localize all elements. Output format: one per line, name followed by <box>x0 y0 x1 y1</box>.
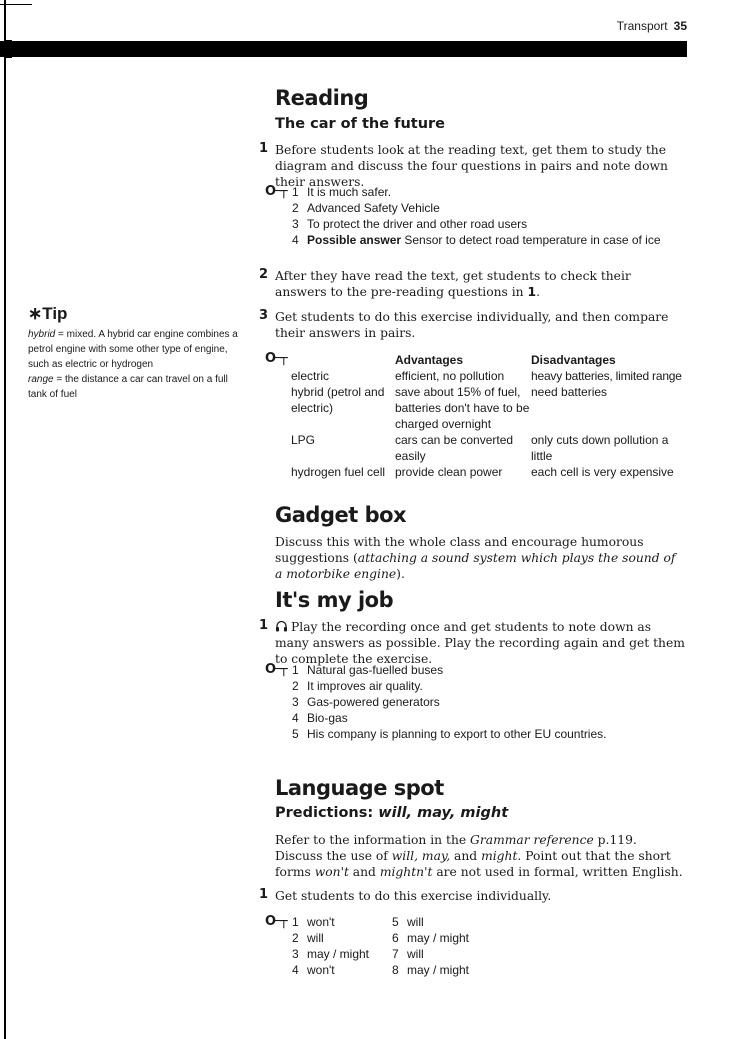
table-cell: hydrogen fuel cell <box>291 465 386 479</box>
list-item: 3 may / might <box>292 947 370 961</box>
step-number: 1 <box>259 618 269 633</box>
list-item: 5 will <box>392 915 424 929</box>
list-item: 6 may / might <box>392 931 470 945</box>
list-item: 2 It improves air quality. <box>292 679 423 693</box>
gadget-text: Discuss this with the whole class and encourage humorous suggestions (attaching a sound system which plays the sound of a motorbike engine). <box>275 535 676 581</box>
margin-rule <box>4 0 6 1039</box>
list-item: 1 It is much safer. <box>292 185 392 199</box>
list-item: 2 Advanced Safety Vehicle <box>292 201 440 215</box>
table-cell: hybrid (petrol and electric) <box>291 385 385 415</box>
list-item: 3 To protect the driver and other road users <box>292 217 528 231</box>
answer-list <box>292 914 392 978</box>
answer-list <box>292 662 692 742</box>
table-cell: each cell is very expensive <box>531 465 674 479</box>
reading-heading: Reading <box>275 86 369 110</box>
answer-key-icon: O─┬ <box>265 184 286 199</box>
header-bar <box>0 41 687 57</box>
headphones-icon <box>275 620 288 632</box>
table-row <box>291 464 682 480</box>
reading-step-3: Get students to do this exercise individually, and then compare their answers in pairs. <box>275 310 669 340</box>
column-header: Advantages <box>395 353 464 367</box>
list-item: 4 Possible answer Sensor to detect road temperature in case of ice <box>292 233 661 247</box>
list-item: 4 won't <box>292 963 335 977</box>
table-cell: electric <box>291 369 330 383</box>
table-cell: only cuts down pollution a little <box>531 433 669 463</box>
job-step-1: Play the recording once and get students to note down as many answers as possible. Play the recording again and get them to complete the exercise. <box>275 620 685 666</box>
language-heading: Language spot <box>275 776 444 800</box>
reading-step-1: Before students look at the reading text, get them to study the diagram and discuss the four questions in pairs and note down their answers. <box>275 143 668 189</box>
step-number: 3 <box>259 308 269 323</box>
table-cell: heavy batteries, limited range <box>531 369 682 383</box>
running-header <box>617 19 687 33</box>
reading-subheading: The car of the future <box>275 116 445 132</box>
language-intro: Refer to the information in the Grammar reference p.119. Discuss the use of will, may, and might. Point out that the short forms won't and mightn't are not used in formal, written English. <box>275 833 683 879</box>
tip-body: hybrid = mixed. A hybrid car engine combines a petrol engine with some other type of engine, such as electric or hydrogen range = the distance a car can travel on a full tank of fuel <box>28 329 238 400</box>
list-item: 1 won't <box>292 915 335 929</box>
table-row <box>291 368 682 384</box>
step-number: 1 <box>259 887 269 902</box>
tip-title: ∗Tip <box>28 304 68 323</box>
section-name: Transport <box>616 19 668 33</box>
job-heading: It's my job <box>275 588 394 612</box>
list-item: 5 His company is planning to export to other EU countries. <box>292 727 607 741</box>
list-item: 3 Gas-powered generators <box>292 695 440 709</box>
table-cell: cars can be converted easily <box>395 433 514 463</box>
column-header: Disadvantages <box>531 353 616 367</box>
answer-list <box>392 914 512 978</box>
answer-key-icon: O─┬ <box>265 914 286 929</box>
table-cell: need batteries <box>531 385 608 399</box>
list-item: 1 Natural gas-fuelled buses <box>292 663 444 677</box>
step-number: 1 <box>259 141 269 156</box>
step-number: 2 <box>259 267 269 282</box>
table-header-row <box>291 352 682 368</box>
table-row <box>291 384 682 432</box>
table-row <box>291 432 682 464</box>
language-step-1: Get students to do this exercise individually. <box>275 889 552 903</box>
table-cell: LPG <box>291 433 316 447</box>
page-number: 35 <box>673 19 687 33</box>
list-item: 7 will <box>392 947 424 961</box>
gadget-heading: Gadget box <box>275 503 407 527</box>
list-item: 2 will <box>292 931 324 945</box>
table-cell: provide clean power <box>395 465 503 479</box>
language-subheading: Predictions: will, may, might <box>275 805 509 821</box>
reading-step-2: After they have read the text, get students to check their answers to the pre-reading questions in 1. <box>275 269 631 299</box>
table-cell: efficient, no pollution <box>395 369 505 383</box>
list-item: 4 Bio-gas <box>292 711 348 725</box>
answer-list <box>292 184 692 248</box>
answer-key-icon: O─┬ <box>265 662 286 677</box>
table-cell: save about 15% of fuel, batteries don't have to be charged overnight <box>395 385 530 431</box>
answer-key-icon: O─┬ <box>265 351 286 366</box>
list-item: 8 may / might <box>392 963 470 977</box>
advantages-table <box>291 352 682 480</box>
